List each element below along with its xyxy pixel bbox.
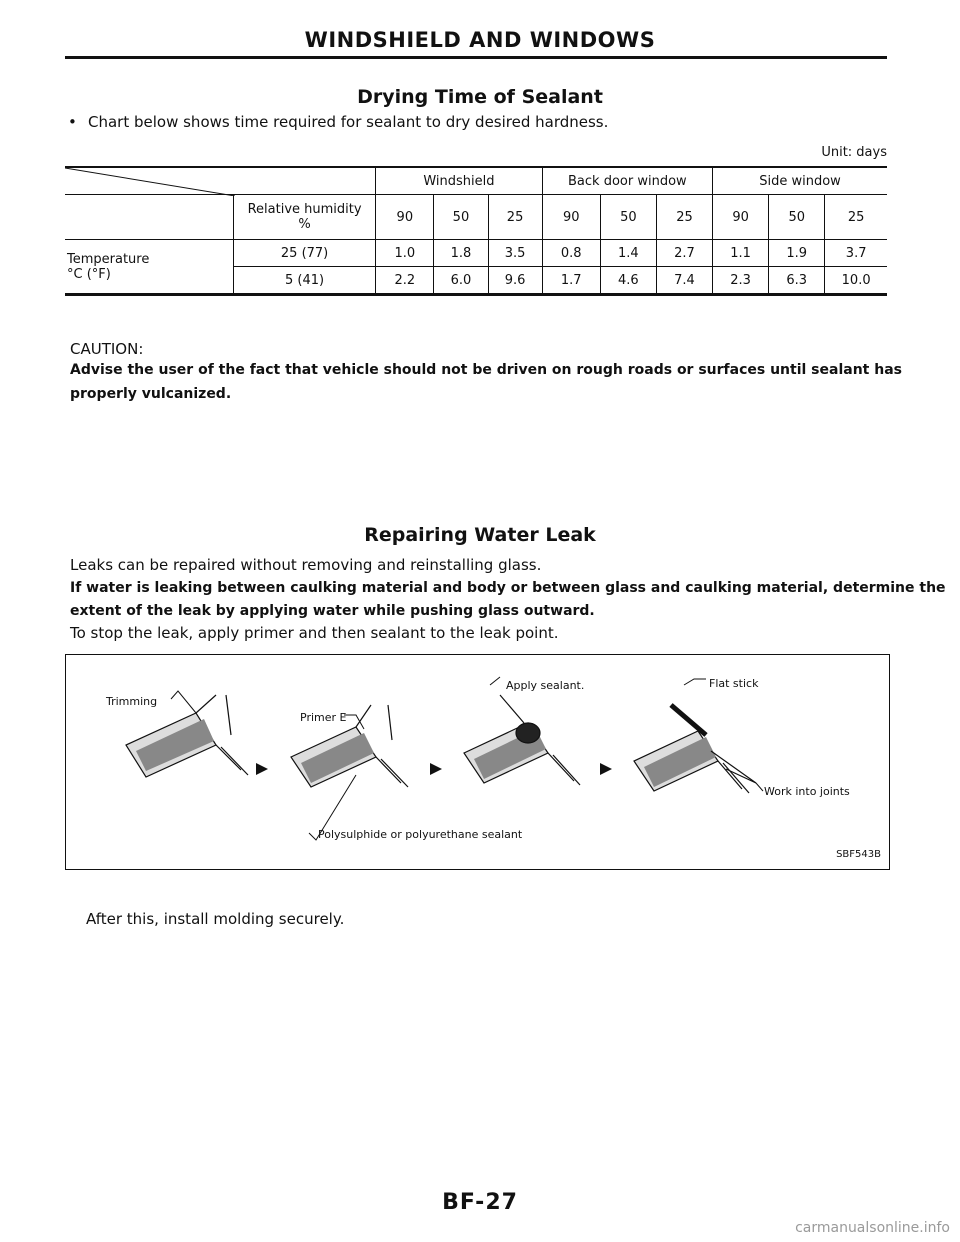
drying-time-table	[65, 166, 887, 296]
humidity-value: 25	[825, 195, 887, 240]
humidity-value: 25	[488, 195, 542, 240]
humidity-value: 90	[713, 195, 769, 240]
table-cell: 2.7	[656, 240, 712, 267]
table-cell: 0.8	[542, 240, 600, 267]
label-trimming: Trimming	[106, 695, 158, 708]
arrow-right-icon	[256, 763, 268, 775]
repair-figure	[65, 654, 890, 870]
table-cell: 9.6	[488, 267, 542, 295]
caution-heading: CAUTION:	[70, 340, 144, 358]
page-code: BF-27	[442, 1190, 518, 1215]
page-header-title: WINDSHIELD AND WINDOWS	[304, 28, 656, 52]
label-apply-sealant: Apply sealant.	[506, 679, 585, 692]
table-cell: 3.5	[488, 240, 542, 267]
after-text: After this, install molding securely.	[86, 910, 345, 928]
caution-text-line2: properly vulcanized.	[70, 386, 232, 402]
table-group-header-row	[65, 167, 887, 195]
humidity-label	[233, 195, 375, 240]
drying-section-title: Drying Time of Sealant	[357, 86, 603, 108]
temperature-label-line1: Temperature	[67, 251, 150, 267]
table-corner-cell	[65, 167, 376, 195]
trimming-leader	[171, 691, 196, 713]
figure-step-apply-sealant	[464, 695, 580, 785]
repair-section-title: Repairing Water Leak	[364, 524, 596, 546]
figure-step-flat-stick	[634, 705, 756, 793]
header-rule	[65, 56, 887, 59]
group-side-window: Side window	[713, 167, 887, 195]
flat-stick-leader	[684, 679, 706, 685]
table-cell: 6.0	[434, 267, 488, 295]
table-cell: 1.4	[600, 240, 656, 267]
table-cell: 1.0	[376, 240, 434, 267]
bullet-dot: •	[68, 113, 77, 131]
label-polysulphide: Polysulphide or polyurethane sealant	[318, 828, 523, 841]
humidity-value: 90	[542, 195, 600, 240]
table-cell: 7.4	[656, 267, 712, 295]
label-primer: Primer E	[300, 711, 347, 724]
group-windshield: Windshield	[376, 167, 542, 195]
table-cell: 1.7	[542, 267, 600, 295]
humidity-value: 25	[656, 195, 712, 240]
humidity-label-line2: %	[298, 217, 311, 232]
humidity-value: 50	[434, 195, 488, 240]
label-work-into-joints: Work into joints	[764, 785, 850, 798]
table-cell: 4.6	[600, 267, 656, 295]
table-humidity-row	[65, 195, 887, 240]
corner-diagonal	[65, 168, 235, 196]
repair-paragraph-1: Leaks can be repaired without removing and reinstalling glass.	[70, 556, 542, 574]
temperature-label-line2: °C (°F)	[67, 266, 111, 282]
repair-paragraph-2-line2: extent of the leak by applying water while pushing glass outward.	[70, 603, 595, 619]
figure-code: SBF543B	[836, 849, 881, 860]
table-cell: 1.9	[769, 240, 825, 267]
caution-text-line1: Advise the user of the fact that vehicle should not be driven on rough roads or surfaces until sealant has	[70, 362, 902, 378]
repair-paragraph-3: To stop the leak, apply primer and then sealant to the leak point.	[70, 624, 559, 642]
arrow-right-icon	[600, 763, 612, 775]
joints-leader	[756, 783, 763, 791]
group-back-door-window: Back door window	[542, 167, 712, 195]
table-cell: 10.0	[825, 267, 887, 295]
table-cell: 2.2	[376, 267, 434, 295]
arrow-right-icon	[430, 763, 442, 775]
unit-label: Unit: days	[821, 145, 887, 160]
temp-row-label: 25 (77)	[233, 240, 375, 267]
watermark: carmanualsonline.info	[795, 1220, 950, 1236]
temperature-label	[65, 240, 233, 295]
empty-cell	[65, 195, 233, 240]
label-flat-stick: Flat stick	[709, 677, 759, 690]
table-cell: 6.3	[769, 267, 825, 295]
table-cell: 2.3	[713, 267, 769, 295]
temp-row-label: 5 (41)	[233, 267, 375, 295]
humidity-value: 50	[769, 195, 825, 240]
humidity-value: 50	[600, 195, 656, 240]
table-cell: 1.8	[434, 240, 488, 267]
table-cell: 3.7	[825, 240, 887, 267]
humidity-value: 90	[376, 195, 434, 240]
bullet-text: Chart below shows time required for sealant to dry desired hardness.	[88, 113, 609, 131]
table-cell: 1.1	[713, 240, 769, 267]
sealant-leader	[490, 677, 500, 685]
drying-bullet	[68, 113, 608, 131]
table-row	[65, 240, 887, 267]
humidity-label-line1: Relative humidity	[247, 202, 362, 217]
repair-paragraph-2-line1: If water is leaking between caulking material and body or between glass and caulking material, determine the	[70, 580, 946, 596]
primer-leader	[344, 715, 364, 729]
